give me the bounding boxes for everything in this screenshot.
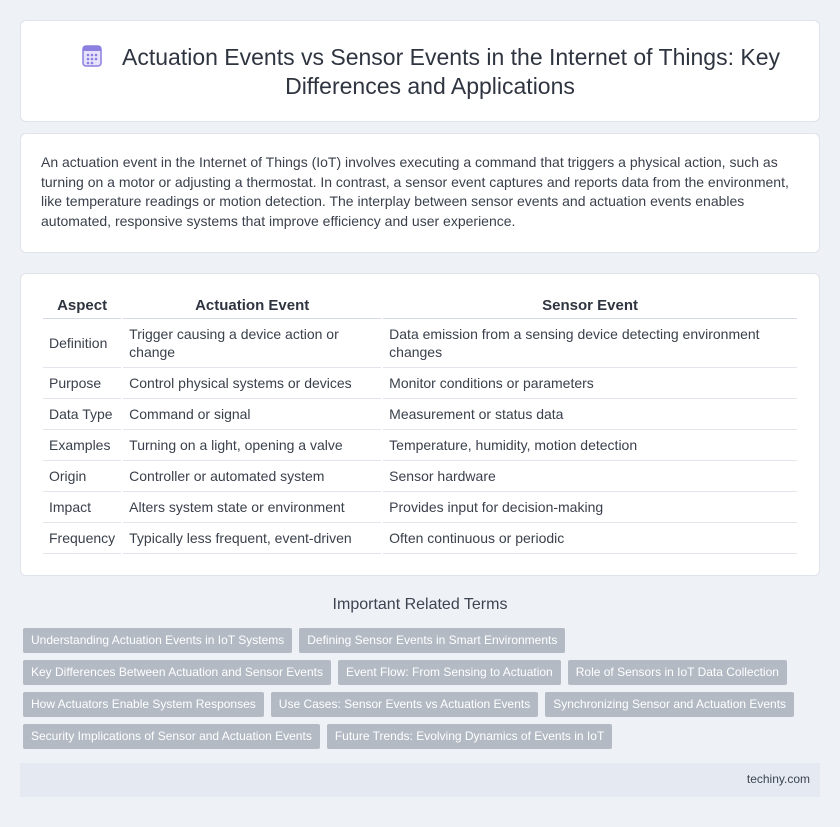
header-card xyxy=(20,20,820,122)
actuation-cell: Command or signal xyxy=(123,399,381,430)
actuation-cell: Turning on a light, opening a valve xyxy=(123,430,381,461)
aspect-cell: Examples xyxy=(43,430,121,461)
aspect-cell: Frequency xyxy=(43,523,121,554)
term-row xyxy=(23,692,803,724)
table-row xyxy=(43,319,797,368)
related-term-link[interactable]: Defining Sensor Events in Smart Environments xyxy=(299,628,565,653)
title-wrap xyxy=(61,43,799,101)
sensor-cell: Temperature, humidity, motion detection xyxy=(383,430,797,461)
header-aspect: Aspect xyxy=(43,293,121,319)
actuation-cell: Typically less frequent, event-driven xyxy=(123,523,381,554)
page-title xyxy=(61,43,799,101)
aspect-cell: Definition xyxy=(43,319,121,368)
table-row xyxy=(43,430,797,461)
sensor-cell: Data emission from a sensing device detecting environment changes xyxy=(383,319,797,368)
aspect-cell: Data Type xyxy=(43,399,121,430)
header-sensor: Sensor Event xyxy=(383,293,797,319)
actuation-cell: Alters system state or environment xyxy=(123,492,381,523)
related-term-link[interactable]: Use Cases: Sensor Events vs Actuation Events xyxy=(271,692,538,717)
sensor-cell: Sensor hardware xyxy=(383,461,797,492)
actuation-cell: Controller or automated system xyxy=(123,461,381,492)
related-term-link[interactable]: Future Trends: Evolving Dynamics of Events in IoT xyxy=(327,724,612,749)
sensor-cell: Measurement or status data xyxy=(383,399,797,430)
table-row xyxy=(43,399,797,430)
document-grid-icon xyxy=(80,44,104,68)
footer-brand[interactable]: techiny.com xyxy=(746,772,810,786)
footer-bar xyxy=(20,763,820,797)
comparison-table xyxy=(41,293,799,554)
table-row xyxy=(43,492,797,523)
intro-paragraph: An actuation event in the Internet of Things (IoT) involves executing a command that triggers a physical action, such as turning on a motor or adjusting a thermostat. In contrast, a sensor event captures and reports data from the environment, like temperature readings or motion detection. The interplay between sensor events and actuation events enables automated, responsive systems that improve efficiency and user experience. xyxy=(41,154,789,229)
table-row xyxy=(43,461,797,492)
related-term-link[interactable]: How Actuators Enable System Responses xyxy=(23,692,264,717)
related-terms-title: Important Related Terms xyxy=(332,596,508,613)
table-header-row xyxy=(43,293,797,319)
related-term-link[interactable]: Security Implications of Sensor and Actuation Events xyxy=(23,724,320,749)
aspect-cell: Origin xyxy=(43,461,121,492)
sensor-cell: Provides input for decision-making xyxy=(383,492,797,523)
related-term-link[interactable]: Synchronizing Sensor and Actuation Events xyxy=(545,692,794,717)
table-row xyxy=(43,523,797,554)
sensor-cell: Monitor conditions or parameters xyxy=(383,368,797,399)
related-terms-list xyxy=(23,628,803,756)
aspect-cell: Impact xyxy=(43,492,121,523)
term-row xyxy=(23,628,803,660)
page-title-text: Actuation Events vs Sensor Events in the Internet of Things: Key Differences and Applications xyxy=(122,44,780,99)
table-row xyxy=(43,368,797,399)
actuation-cell: Trigger causing a device action or change xyxy=(123,319,381,368)
term-row xyxy=(23,660,803,692)
related-term-link[interactable]: Understanding Actuation Events in IoT Systems xyxy=(23,628,292,653)
sensor-cell: Often continuous or periodic xyxy=(383,523,797,554)
related-term-link[interactable]: Key Differences Between Actuation and Sensor Events xyxy=(23,660,331,685)
comparison-card xyxy=(20,273,820,576)
term-row xyxy=(23,724,803,756)
intro-card xyxy=(20,133,820,253)
related-term-link[interactable]: Event Flow: From Sensing to Actuation xyxy=(338,660,561,685)
actuation-cell: Control physical systems or devices xyxy=(123,368,381,399)
header-actuation: Actuation Event xyxy=(123,293,381,319)
related-term-link[interactable]: Role of Sensors in IoT Data Collection xyxy=(568,660,787,685)
aspect-cell: Purpose xyxy=(43,368,121,399)
